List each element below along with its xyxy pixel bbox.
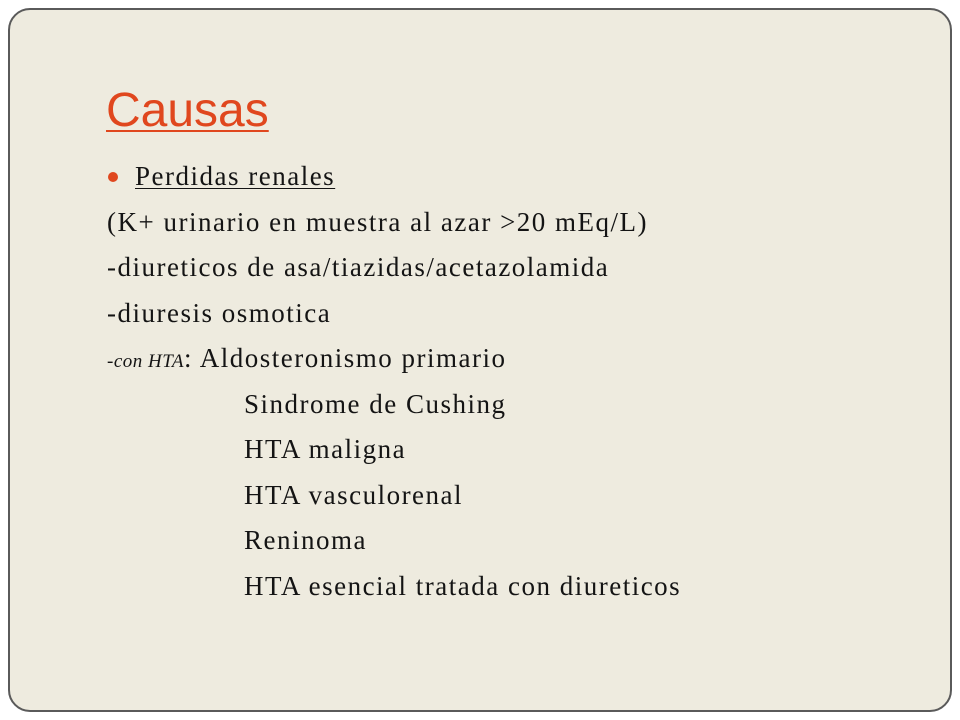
slide-body: [107, 154, 927, 609]
text-line-hta: [107, 336, 927, 382]
hta-first-cause: : Aldosteronismo primario: [184, 343, 507, 373]
slide-title: Causas: [106, 84, 269, 137]
text-line-osmotic-diuresis: -diuresis osmotica: [107, 297, 332, 328]
hta-cause-item: Sindrome de Cushing: [244, 388, 507, 419]
hta-cause-item: HTA esencial tratada con diureticos: [244, 570, 682, 601]
bullet-label: Perdidas renales: [135, 161, 336, 191]
hta-cause-item: HTA maligna: [244, 434, 407, 464]
hta-cause-item: HTA vasculorenal: [244, 479, 464, 510]
text-line-diuretics: -diureticos de asa/tiazidas/acetazolamida: [107, 252, 610, 282]
text-line-urine-potassium: (K+ urinario en muestra al azar >20 mEq/L): [107, 206, 649, 237]
bullet-dot-icon: [108, 172, 118, 182]
bullet-item: [107, 154, 927, 200]
slide: [8, 8, 952, 712]
hta-cause-item: Reninoma: [244, 525, 367, 555]
hta-prefix: -con HTA: [107, 351, 184, 372]
